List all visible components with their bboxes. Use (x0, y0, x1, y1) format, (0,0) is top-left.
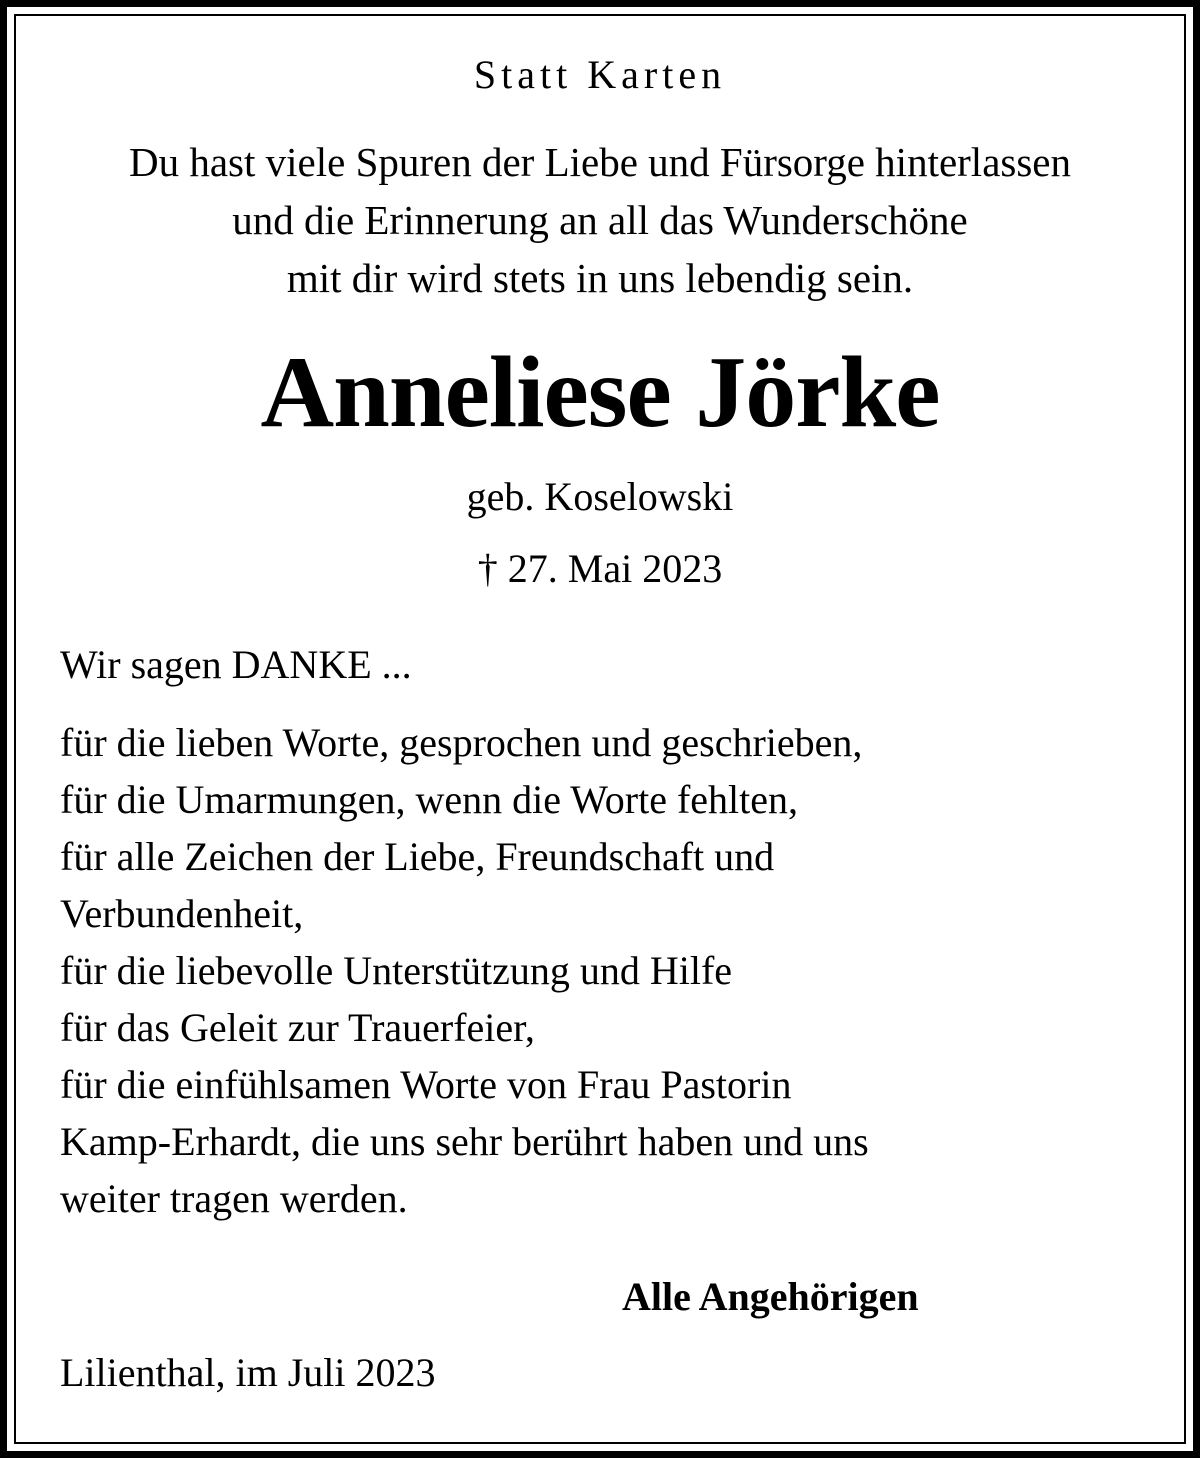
thanks-line: für die lieben Worte, gesprochen und geschrieben, (60, 720, 863, 765)
signature: Alle Angehörigen (622, 1274, 919, 1319)
poem-line: und die Erinnerung an all das Wunderschöne (232, 197, 968, 243)
poem-line: Du hast viele Spuren der Liebe und Fürsorge hinterlassen (128, 139, 1072, 185)
thanks-text (60, 714, 1160, 1227)
poem-line: mit dir wird stets in uns lebendig sein. (286, 255, 914, 301)
thanks-line: Kamp-Erhardt, die uns sehr berührt haben und uns (60, 1119, 869, 1164)
thanks-line: für das Geleit zur Trauerfeier, (60, 1005, 535, 1050)
place-and-date: Lilienthal, im Juli 2023 (60, 1350, 436, 1395)
thanks-line: Verbundenheit, (60, 891, 304, 936)
thanks-line: für die Umarmungen, wenn die Worte fehlten, (60, 777, 799, 822)
statt-karten-heading: Statt Karten (473, 52, 727, 97)
thanks-intro: Wir sagen DANKE ... (60, 642, 412, 687)
deceased-name: Anneliese Jörke (260, 336, 940, 449)
thanks-line: für die liebevolle Unterstützung und Hilfe (60, 948, 733, 993)
death-date: † 27. Mai 2023 (477, 546, 723, 591)
thanks-line: für die einfühlsamen Worte von Frau Pastorin (60, 1062, 792, 1107)
birth-name: geb. Koselowski (466, 474, 734, 519)
memorial-poem (0, 133, 1200, 307)
thanks-line: für alle Zeichen der Liebe, Freundschaft und (60, 834, 775, 879)
thanks-line: weiter tragen werden. (60, 1176, 408, 1221)
